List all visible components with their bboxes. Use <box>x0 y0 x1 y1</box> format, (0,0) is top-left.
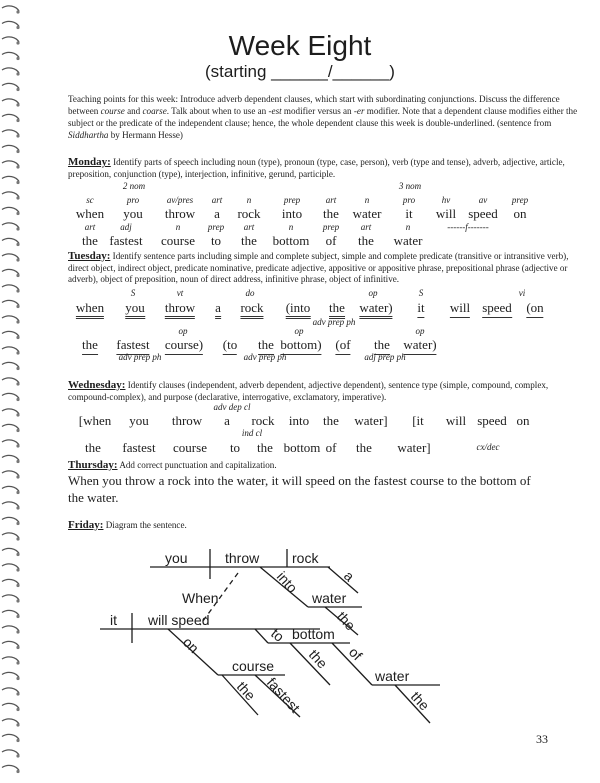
page-title: Week Eight <box>228 30 372 61</box>
diagram-it: it <box>110 612 117 628</box>
spiral-coil <box>2 130 19 135</box>
diagram-when: When <box>182 590 219 606</box>
friday-instructions: Friday: Diagram the sentence. <box>68 519 187 531</box>
teaching-points: Teaching points for this week: Introduce adverb dependent clauses, which start with subordinating conjunctions. Discuss the difference between course and coarse. Talk about when to use an -est modifier versus an -er modifier. Note that a dependent clause modifies either the subject or the predicate of the independent clause; hence, the whole dependent clause this week is double-underlined. (sentence from Siddhartha by Hermann Hesse) <box>68 94 578 140</box>
diagram-the1: the <box>333 608 359 634</box>
spiral-coil <box>2 269 19 274</box>
spiral-coil <box>2 765 19 770</box>
thursday-instructions: Thursday: Add correct punctuation and capitalization. <box>68 459 277 471</box>
diagram-the3: the <box>305 646 331 672</box>
spiral-coil <box>2 393 19 398</box>
spiral-coil <box>2 83 19 88</box>
spiral-coil <box>2 254 19 259</box>
spiral-hole <box>16 119 19 122</box>
diagram-bottom: bottom <box>292 626 335 642</box>
wednesday-instructions: Wednesday: Identify clauses (independent, adverb dependent, adjective dependent), sentence type (simple, compound, complex, compound-complex), and purpose (declarative, interrogative, exclamatory, imperative). <box>68 379 549 402</box>
monday-tags-row1: sc pro av/pres art n prep art n pro hv av prep <box>86 195 529 205</box>
spiral-hole <box>16 522 19 525</box>
tuesday-labels-below-row2: adv prep ph adv prep ph adj prep ph <box>118 352 406 362</box>
spiral-coil <box>2 502 19 507</box>
to-preposition-line <box>255 629 268 643</box>
tuesday-words-row2: the fastest course) (to the bottom) (of the water) <box>0 337 600 353</box>
spiral-hole <box>16 398 19 401</box>
diagram-into: into <box>273 568 301 596</box>
spiral-coil <box>2 734 19 739</box>
diagram-rock: rock <box>292 550 319 566</box>
diagram-water2: water <box>375 668 410 684</box>
spiral-hole <box>16 165 19 168</box>
spiral-hole <box>16 506 19 509</box>
diagram-the2: the <box>233 678 259 704</box>
wednesday-words-row1: [when you throw a rock into the water] [it will speed on <box>78 413 530 428</box>
diagram-will-speed: will speed <box>148 612 210 628</box>
spiral-coil <box>2 471 19 476</box>
spiral-coil <box>2 145 19 150</box>
diagram-you: you <box>165 550 188 566</box>
diagram-to: to <box>268 625 288 645</box>
spiral-coil <box>2 114 19 119</box>
spiral-hole <box>16 10 19 13</box>
spiral-hole <box>16 274 19 277</box>
wednesday-note-top: adv dep cl <box>213 402 251 412</box>
tuesday-tags-row1: S vt do op S vi <box>130 288 526 298</box>
wednesday-note-mid: ind cl <box>241 428 263 438</box>
spiral-coil <box>2 517 19 522</box>
diagram-fastest: fastest <box>263 674 304 716</box>
monday-notes-row: 2 nom 3 nom <box>122 181 422 191</box>
spiral-hole <box>16 26 19 29</box>
diagram-course: course <box>232 658 275 674</box>
diagram-on: on <box>179 633 203 657</box>
tuesday-words-row1: when you throw a rock (into the water) it will speed (on <box>0 300 600 316</box>
monday-tags-row2: art adj n prep art n prep art n ------f------- <box>84 222 489 232</box>
spiral-hole <box>16 460 19 463</box>
spiral-coil <box>2 99 19 104</box>
page-subtitle: (starting ______/______) <box>205 62 395 81</box>
spiral-hole <box>16 150 19 153</box>
monday-instructions: Monday: Identify parts of speech including noun (type), pronoun (type, case, person), verb (type and tense), adverb, adjective, article, preposition, conjunction (type), interjection, infinitive, gerund, participle. <box>68 156 565 179</box>
spiral-coil <box>2 161 19 166</box>
spiral-hole <box>16 739 19 742</box>
spiral-hole <box>16 475 19 478</box>
diagram-throw: throw <box>225 550 260 566</box>
monday-words-row1: when you throw a rock into the water it will speed on <box>75 206 527 221</box>
spiral-hole <box>16 491 19 494</box>
spiral-coil <box>2 378 19 383</box>
spiral-coil <box>2 6 19 11</box>
spiral-coil <box>2 486 19 491</box>
wednesday-words-row2: the fastest course to the bottom of the water] cx/dec <box>85 440 500 455</box>
spiral-hole <box>16 103 19 106</box>
sentence-diagram <box>0 535 600 735</box>
spiral-coil <box>2 750 19 755</box>
spiral-hole <box>16 258 19 261</box>
spiral-coil <box>2 21 19 26</box>
spiral-hole <box>16 88 19 91</box>
tuesday-tags-row2: op op op <box>178 326 425 336</box>
monday-words-row2: the fastest course to the bottom of the water <box>82 233 423 248</box>
spiral-hole <box>16 754 19 757</box>
diagram-a: a <box>340 567 358 585</box>
spiral-hole <box>16 770 19 773</box>
tuesday-labels-below-row1: adv prep ph <box>312 317 356 327</box>
tuesday-instructions: Tuesday: Identify sentence parts including simple and complete subject, simple and complete predicate (transitive or intransitive verb), direct object, indirect object, predicate nominative, predicate adjective, appositive or appositive phrase, prepositional phrase (adjective or adverb), object of preposition, noun of direct address, infinitive phrase, object of infinitive. <box>68 250 569 284</box>
diagram-the4: the <box>407 688 433 714</box>
spiral-hole <box>16 134 19 137</box>
diagram-water1: water <box>312 590 347 606</box>
page-number: 33 <box>536 732 548 746</box>
spiral-hole <box>16 382 19 385</box>
thursday-sentence: When you throw a rock into the water, it will speed on the fastest course to the bottom of the water. <box>68 473 531 505</box>
diagram-of: of <box>345 643 366 664</box>
spiral-coil <box>2 455 19 460</box>
